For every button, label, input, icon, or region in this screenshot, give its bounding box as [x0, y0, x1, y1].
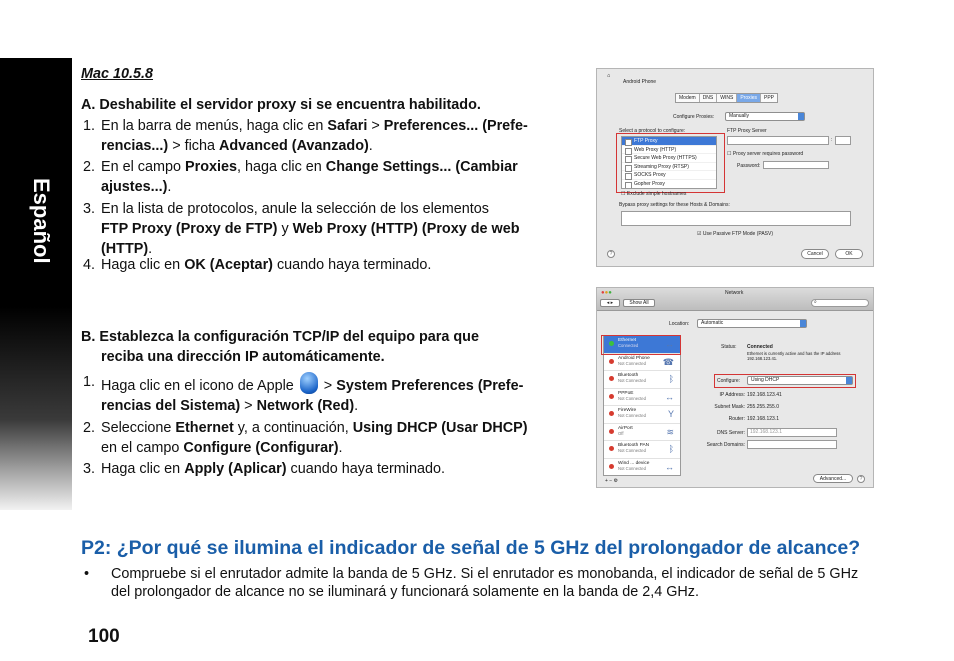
bullet: • [84, 566, 90, 582]
pasv-checkbox[interactable]: ☑ Use Passive FTP Mode (PASV) [697, 231, 773, 237]
tab-modem[interactable]: Modem [676, 94, 700, 102]
help-button[interactable]: ? [607, 250, 615, 258]
service-pppoe[interactable]: PPPoE Not Connected ↔ [604, 389, 680, 407]
dns-label: DNS Server: [716, 430, 745, 436]
traffic-lights[interactable]: ●●● [601, 290, 612, 296]
highlight-box [616, 133, 725, 193]
status-dot [609, 359, 614, 364]
protocol-web[interactable]: Web Proxy (HTTP) [622, 146, 716, 155]
answer-text: Compruebe si el enrutador admite la banda de 5 GHz. Si el enrutador es monobanda, el indicador de señal de 5 GHz del prolongador de alcance no se iluminará y funcionará solamente en la banda de 2,4 GHz. [111, 566, 859, 600]
protocol-gopher[interactable]: Gopher Proxy [622, 180, 716, 189]
configure-proxies-label: Configure Proxies: [673, 114, 715, 120]
ok-button[interactable]: OK [835, 249, 863, 259]
search-domains-label: Search Domains: [706, 442, 745, 448]
password-input[interactable] [763, 161, 829, 169]
step-a3: En la lista de protocolos, anule la selección de los elementos FTP Proxy (Proxy de FTP) y Web Proxy (HTTP) (Proxy de web (HTTP). [101, 201, 520, 257]
status-dot [609, 376, 614, 381]
wifi-icon: ≋ [666, 426, 674, 437]
step-number: 1. [83, 118, 96, 134]
exclude-checkbox[interactable]: ☐ Exclude simple hostnames [621, 191, 687, 197]
location-label: Location: [669, 321, 690, 327]
search-domains-input[interactable] [747, 440, 837, 449]
ethernet-icon: ↔ [665, 339, 674, 349]
password-label: Password: [737, 163, 761, 169]
back-forward-buttons[interactable]: ◂ ▸ [600, 299, 620, 307]
list-controls[interactable]: + − ⚙ [605, 478, 619, 484]
step-number: 3. [83, 461, 96, 477]
server-input[interactable] [727, 136, 829, 145]
location-select[interactable]: Automatic [697, 319, 807, 328]
step-number: 1. [83, 374, 96, 390]
status-dot [609, 394, 614, 399]
mask-value: 255.255.255.0 [747, 404, 779, 410]
bypass-label: Bypass proxy settings for these Hosts & Domains: [619, 202, 730, 208]
service-name: Android Phone [623, 79, 657, 85]
search-icon: ⌕ [814, 299, 817, 305]
service-airport[interactable]: AirPort Off ≋ [604, 424, 680, 442]
status-dot [609, 464, 614, 469]
step-number: 4. [83, 257, 96, 273]
step-number: 3. [83, 201, 96, 217]
language-tab [0, 58, 72, 510]
ip-value: 192.168.123.41 [747, 392, 782, 398]
apple-icon [300, 372, 318, 394]
tab-proxies[interactable]: Proxies [737, 94, 761, 102]
status-dot [609, 446, 614, 451]
status-dot [609, 429, 614, 434]
page-number: 100 [88, 626, 120, 647]
select-protocol-label: Select a protocol to configure: [619, 128, 686, 134]
protocol-rtsp[interactable]: Streaming Proxy (RTSP) [622, 163, 716, 172]
window-title: Network [725, 290, 744, 296]
proxies-screenshot: ⌂ Android Phone Modem DNS WINS Proxies PPP Configure Proxies: Manually Select a protocol to configure: FTP Proxy Web Proxy (HTTP) Secure Web Proxy (HTTPS) Streaming Proxy (RTSP) SOCKS Proxy Gopher Proxy FTP Proxy Server : ☐ Proxy server requires password Password: ☐ Exclude simple hostnames Bypass proxy settings for these Hosts & Domains: ☑ Use Passive FTP Mode (PASV) ? Cancel OK [596, 68, 874, 267]
search-field[interactable] [811, 299, 869, 307]
highlight-box [601, 335, 681, 355]
mask-label: Subnet Mask: [714, 404, 745, 410]
pppoe-icon: ↔ [665, 391, 674, 402]
firewire-icon: Y [667, 409, 674, 419]
tab-ppp[interactable]: PPP [764, 95, 775, 101]
step-number: 2. [83, 159, 96, 175]
service-bluetooth[interactable]: Bluetooth Not Connected ᛒ [604, 371, 680, 389]
protocol-ftp[interactable]: FTP Proxy [622, 137, 716, 146]
protocol-https[interactable]: Secure Web Proxy (HTTPS) [622, 154, 716, 163]
server-label: FTP Proxy Server [727, 128, 767, 134]
device-icon: ↔ [665, 461, 674, 472]
tab-wins[interactable]: WINS [717, 94, 737, 102]
show-all-button[interactable]: Show All [623, 299, 655, 307]
network-screenshot [596, 287, 874, 488]
step-b3: Haga clic en Apply (Aplicar) cuando haya terminado. [101, 461, 445, 477]
status-dot [609, 411, 614, 416]
section-b-title: B. Establezca la configuración TCP/IP del equipo para que reciba una dirección IP automáticamente. [81, 329, 479, 365]
bypass-input[interactable] [621, 211, 851, 226]
step-a1: En la barra de menús, haga clic en Safari > Preferences... (Prefe- rencias...) > ficha Advanced (Avanzado). [101, 118, 528, 154]
mac-version-heading: Mac 10.5.8 [81, 66, 154, 82]
step-a2: En el campo Proxies, haga clic en Change Settings... (Cambiar ajustes...). [101, 159, 518, 195]
status-description: Ethernet is currently active and has the IP address 192.168.123.41. [747, 351, 841, 361]
question-title: P2: ¿Por qué se ilumina el indicador de señal de 5 GHz del prolongador de alcance? [81, 537, 861, 559]
router-label: Router: [728, 416, 745, 422]
phone-icon: ☎ [662, 356, 674, 367]
service-bluetooth-pan[interactable]: Bluetooth PAN Not Connected ᛒ [604, 441, 680, 459]
service-list[interactable] [603, 335, 681, 476]
status-label: Status: [721, 344, 737, 350]
step-b1: Haga clic en el icono de Apple > System Preferences (Prefe- rencias del Sistema) > Network (Red). [101, 372, 571, 416]
tab-dns[interactable]: DNS [700, 94, 718, 102]
dns-input[interactable]: 192.168.123.1 [747, 428, 837, 437]
configure-select[interactable]: Using DHCP [747, 376, 853, 385]
cancel-button[interactable]: Cancel [801, 249, 829, 259]
service-wind-device[interactable]: Wind ... device Not Connected ↔ [604, 459, 680, 477]
tab-bar[interactable] [675, 93, 778, 103]
help-button[interactable]: ? [857, 475, 865, 483]
status-value: Connected [747, 344, 773, 350]
service-android-phone[interactable]: Android Phone Not Connected ☎ [604, 354, 680, 372]
bluetooth-icon: ᛒ [668, 444, 674, 454]
port-input[interactable] [835, 136, 851, 145]
step-b2: Seleccione Ethernet y, a continuación, Using DHCP (Usar DHCP) en el campo Configure (Configurar). [101, 420, 528, 456]
advanced-button[interactable]: Advanced... [813, 474, 853, 483]
step-number: 2. [83, 420, 96, 436]
router-value: 192.168.123.1 [747, 416, 779, 422]
protocol-socks[interactable]: SOCKS Proxy [622, 171, 716, 180]
language-label: Español [29, 178, 54, 264]
service-ethernet[interactable]: Ethernet Connected ↔ [604, 336, 680, 354]
bluetooth-icon: ᛒ [668, 374, 674, 384]
configure-proxies-select[interactable]: Manually [725, 112, 805, 121]
step-a4: Haga clic en OK (Aceptar) cuando haya terminado. [101, 257, 432, 273]
auth-checkbox[interactable]: ☐ Proxy server requires password [727, 151, 804, 157]
service-firewire[interactable]: FireWire Not Connected Y [604, 406, 680, 424]
configure-label: Configure: [717, 378, 741, 384]
ip-label: IP Address: [719, 392, 745, 398]
window-icon: ⌂ [607, 73, 611, 79]
section-a-title: A. Deshabilite el servidor proxy si se encuentra habilitado. [81, 97, 481, 113]
